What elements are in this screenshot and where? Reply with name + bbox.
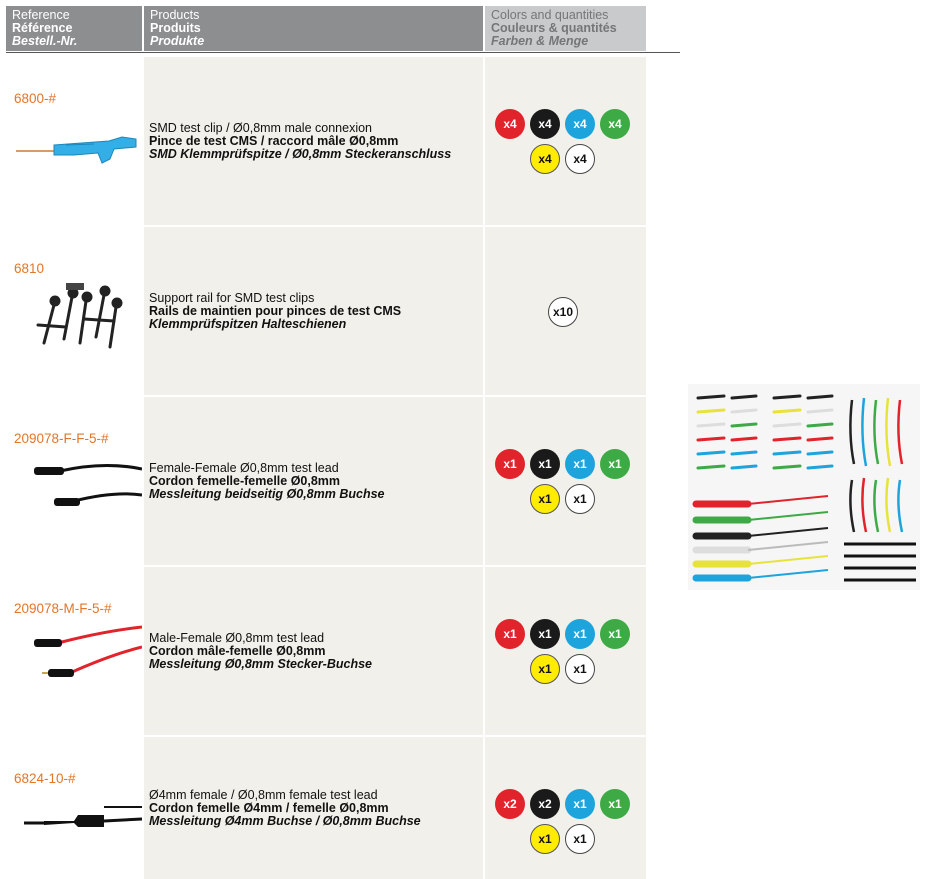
quantity-badge-blue: x1 — [565, 619, 595, 649]
reference-number: 6810 — [14, 261, 45, 276]
header-colors-de: Farben & Menge — [491, 34, 589, 48]
header-products-fr: Produits — [150, 21, 201, 35]
quantity-badge-red: x4 — [495, 109, 525, 139]
product-description — [144, 737, 483, 879]
quantity-badge-white: x1 — [565, 484, 595, 514]
quantity-badge-green: x4 — [600, 109, 630, 139]
header-colors-en: Colors and quantities — [491, 8, 609, 22]
quantity-badge-white: x4 — [565, 144, 595, 174]
quantity-badge-black: x1 — [530, 619, 560, 649]
product-name-de: SMD Klemmprüfspitze / Ø0,8mm Steckeranschluss — [149, 146, 452, 161]
table-row — [6, 397, 646, 565]
quantity-badge-black: x1 — [530, 449, 560, 479]
product-description — [144, 567, 483, 735]
header-products — [144, 6, 483, 51]
quantities-cell — [485, 57, 646, 225]
table-row — [6, 227, 646, 395]
quantity-badge-yellow: x4 — [530, 144, 560, 174]
quantity-badge-red: x1 — [495, 449, 525, 479]
reference-number: 209078-F-F-5-# — [14, 431, 109, 446]
product-name-en: Female-Female Ø0,8mm test lead — [149, 460, 339, 475]
product-kit-photo — [688, 384, 920, 590]
quantities-cell — [485, 737, 646, 879]
header-reference-de: Bestell.-Nr. — [12, 34, 78, 48]
4mm-female-lead-image — [14, 791, 142, 871]
quantity-badge-white: x1 — [565, 654, 595, 684]
header-colors-fr: Couleurs & quantités — [491, 21, 617, 35]
product-name-en: Support rail for SMD test clips — [149, 290, 315, 305]
reference-number: 6800-# — [14, 91, 57, 106]
male-female-lead-image — [14, 621, 142, 701]
support-rail-image — [14, 281, 142, 361]
header-products-en: Products — [150, 8, 200, 22]
reference-number: 6824-10-# — [14, 771, 76, 786]
product-name-fr: Pince de test CMS / raccord mâle Ø0,8mm — [149, 133, 399, 148]
quantities-cell — [485, 227, 646, 395]
product-name-de: Messleitung Ø4mm Buchse / Ø0,8mm Buchse — [149, 813, 421, 828]
product-description — [144, 57, 483, 225]
header-colors — [485, 6, 646, 51]
product-name-fr: Cordon femelle Ø4mm / femelle Ø0,8mm — [149, 800, 389, 815]
quantity-badge-green: x1 — [600, 449, 630, 479]
quantities-cell — [485, 397, 646, 565]
quantity-badge-blue: x4 — [565, 109, 595, 139]
product-description — [144, 227, 483, 395]
quantity-badge-yellow: x1 — [530, 824, 560, 854]
quantity-badge-white: x1 — [565, 824, 595, 854]
product-name-fr: Rails de maintien pour pinces de test CMS — [149, 303, 402, 318]
header-divider — [6, 52, 680, 53]
quantity-badge-blue: x1 — [565, 789, 595, 819]
product-name-de: Messleitung Ø0,8mm Stecker-Buchse — [149, 656, 372, 671]
quantity-badge-yellow: x1 — [530, 484, 560, 514]
header-products-de: Produkte — [150, 34, 205, 48]
quantity-badge-white: x10 — [548, 297, 578, 327]
product-name-en: SMD test clip / Ø0,8mm male connexion — [149, 120, 372, 135]
product-name-en: Ø4mm female / Ø0,8mm female test lead — [149, 787, 378, 802]
quantity-badge-red: x2 — [495, 789, 525, 819]
header-reference — [6, 6, 142, 51]
product-name-fr: Cordon femelle-femelle Ø0,8mm — [149, 473, 341, 488]
product-name-de: Klemmprüfspitzen Halteschienen — [149, 316, 347, 331]
quantity-badge-green: x1 — [600, 619, 630, 649]
table-row — [6, 567, 646, 735]
quantity-badge-black: x4 — [530, 109, 560, 139]
quantity-badge-red: x1 — [495, 619, 525, 649]
table-row — [6, 57, 646, 225]
product-description — [144, 397, 483, 565]
quantity-badge-yellow: x1 — [530, 654, 560, 684]
product-name-de: Messleitung beidseitig Ø0,8mm Buchse — [149, 486, 385, 501]
table-row — [6, 737, 646, 879]
quantity-badge-green: x1 — [600, 789, 630, 819]
quantities-cell — [485, 567, 646, 735]
product-name-en: Male-Female Ø0,8mm test lead — [149, 630, 325, 645]
reference-number: 209078-M-F-5-# — [14, 601, 112, 616]
quantity-badge-black: x2 — [530, 789, 560, 819]
header-reference-fr: Référence — [12, 21, 73, 35]
product-name-fr: Cordon mâle-femelle Ø0,8mm — [149, 643, 326, 658]
smd-test-clip-image — [14, 111, 142, 191]
header-reference-en: Reference — [12, 8, 70, 22]
quantity-badge-blue: x1 — [565, 449, 595, 479]
female-female-lead-image — [14, 451, 142, 531]
